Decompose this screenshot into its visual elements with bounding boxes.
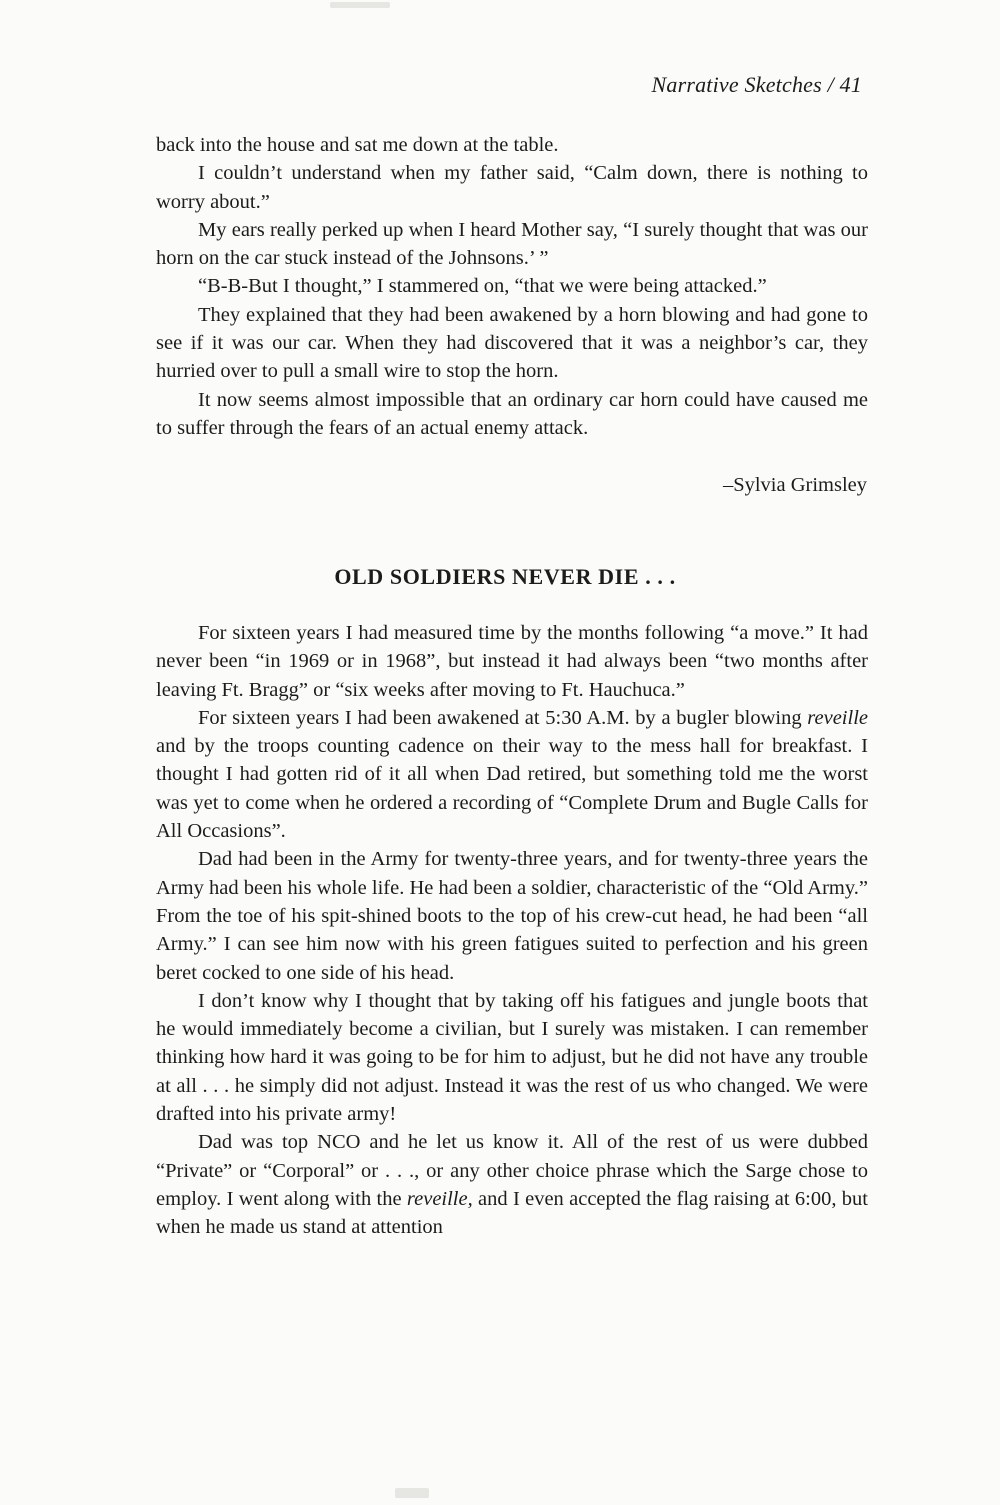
italic-word: reveille [807, 706, 868, 729]
paragraph [156, 1128, 868, 1241]
text-run: Dad was top NCO and he let us know it. All of the rest of us were dubbed “Private” or “Corporal” or . . ., or any other choice phrase which the Sarge chose to employ. I went along with the [156, 1131, 868, 1210]
text-run: For sixteen years I had been awakened at 5:30 A.M. by a bugler blowing [198, 706, 808, 729]
paragraph: “B-B-But I thought,” I stammered on, “that we were being attacked.” [198, 275, 767, 298]
paragraph: It now seems almost impossible that an ordinary car horn could have caused me to suffer through the fears of an actual enemy attack. [156, 388, 868, 439]
paragraph: For sixteen years I had measured time by the months following “a move.” It had never been “in 1969 or in 1968”, but instead it had always been “two months after leaving Ft. Bragg” or “six weeks after moving to Ft. Hauchuca.” [156, 622, 868, 701]
running-head: Narrative Sketches / 41 [651, 72, 862, 97]
text-run: and I even accepted the flag raising at 6:00, but when he made us stand at attention [156, 1187, 868, 1239]
scan-smudge [395, 1488, 429, 1498]
paragraph: I don’t know why I thought that by taking off his fatigues and jungle boots that he would immediately become a civilian, but I surely was mistaken. I can remember thinking how hard it was going to be for him to adjust, but he did not have any trouble at all . . . he simply did not adjust. Instead it was the rest of us who changed. We were drafted into his private army! [156, 989, 868, 1126]
paragraph: My ears really perked up when I heard Mother say, “I surely thought that was our horn on the car stuck instead of the Johnsons.’ ” [156, 218, 868, 270]
author-signature: –Sylvia Grimsley [722, 474, 867, 496]
text-run: and by the troops counting cadence on their way to the mess hall for breakfast. I thought I had gotten rid of it all when Dad retired, but something told me the worst was yet to come when he ordered a recording of “Complete Drum and Bugle Calls for All Occasions”. [156, 735, 868, 843]
italic-word: reveille, [406, 1187, 473, 1210]
paragraph: Dad had been in the Army for twenty-three years, and for twenty-three years the Army had been his whole life. He had been a soldier, characteristic of the “Old Army.” From the toe of his spit-shined boots to the top of his crew-cut head, he had been “all Army.” I can see him now with his green fatigues suited to perfection and his green beret cocked to one side of his head. [156, 848, 868, 984]
story-title: OLD SOLDIERS NEVER DIE . . . [334, 564, 676, 589]
continued-story-text [156, 131, 868, 442]
scan-smudge [330, 2, 390, 8]
story-text [156, 619, 868, 1242]
paragraph: I couldn’t understand when my father said, “Calm down, there is nothing to worry about.” [156, 162, 868, 213]
paragraph: back into the house and sat me down at the table. [156, 134, 559, 156]
paragraph: They explained that they had been awakened by a horn blowing and had gone to see if it was our car. When they had discovered that it was a neighbor’s car, they hurried over to pull a small wire to stop the horn. [156, 303, 868, 383]
paragraph [156, 704, 868, 845]
